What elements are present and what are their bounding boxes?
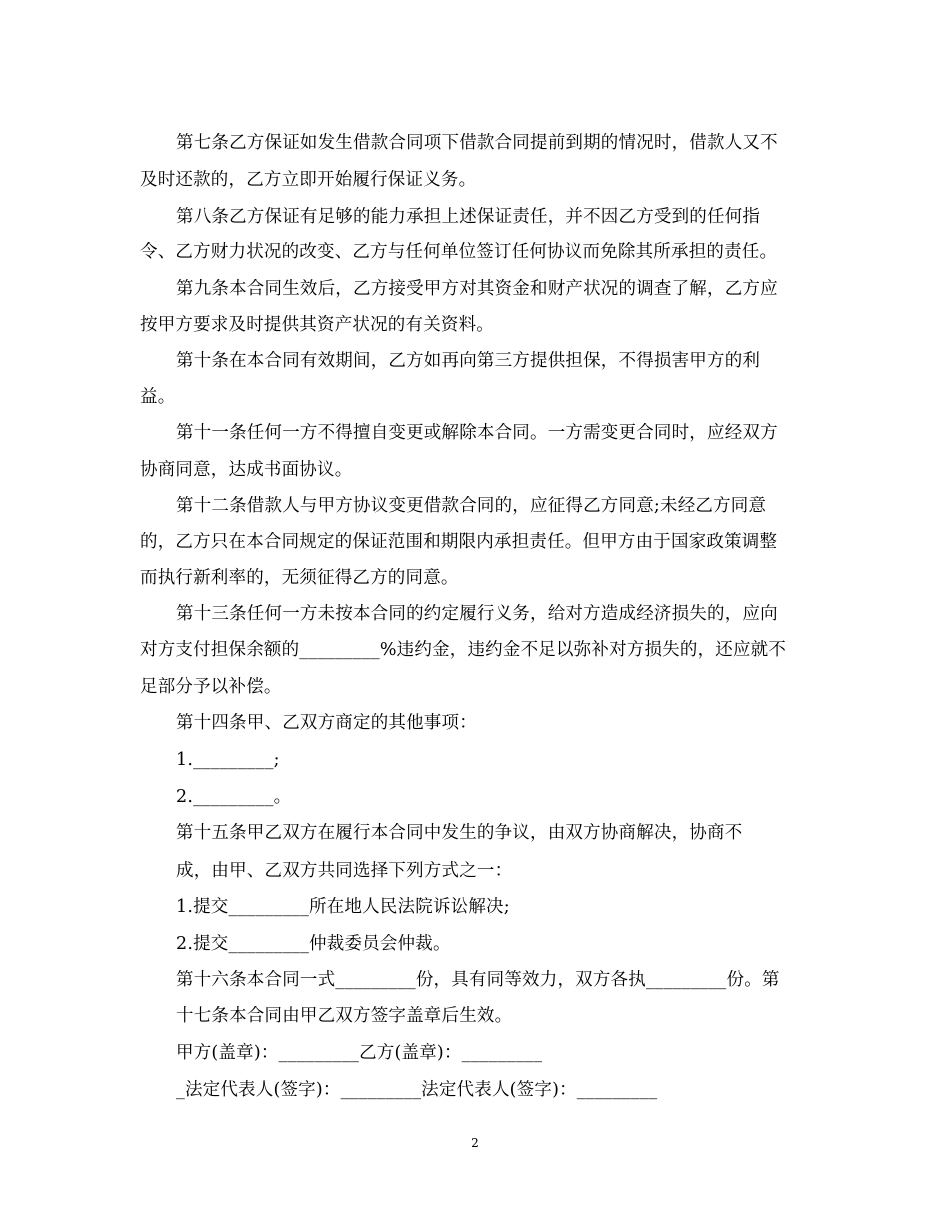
text-line: 第十条在本合同有效期间，乙方如再向第三方提供担保，不得损害甲方的利 — [176, 351, 761, 371]
text-line: 2.提交_________仲裁委员会仲裁。 — [176, 934, 451, 954]
text-line: 对方支付担保余额的_________%违约金，违约金不足以弥补对方损失的，还应就不 — [140, 640, 787, 660]
text-line: 第十五条甲乙双方在履行本合同中发生的争议，由双方协商解决，协商不 — [176, 823, 743, 843]
text-line: 及时还款的，乙方立即开始履行保证义务。 — [140, 170, 477, 190]
text-line: 第八条乙方保证有足够的能力承担上述保证责任，并不因乙方受到的任何指 — [176, 207, 761, 227]
signature-line-parties: 甲方(盖章)：_________乙方(盖章)：_________ — [176, 1043, 543, 1063]
text-line: 按甲方要求及时提供其资产状况的有关资料。 — [140, 315, 494, 335]
text-line: 令、乙方财力状况的改变、乙方与任何单位签订任何协议而免除其所承担的责任。 — [140, 242, 778, 262]
signature-line-representatives: _法定代表人(签字)：_________法定代表人(签字)：_________ — [176, 1080, 658, 1100]
text-line: 第十六条本合同一式_________份，具有同等效力，双方各执_________份。第 — [176, 970, 780, 990]
text-line: 的，乙方只在本合同规定的保证范围和期限内承担责任。但甲方由于国家政策调整 — [140, 532, 778, 552]
page-number: 2 — [471, 1136, 479, 1150]
text-line: 足部分予以补偿。 — [140, 677, 282, 697]
text-line: 第七条乙方保证如发生借款合同项下借款合同提前到期的情况时，借款人又不 — [176, 133, 778, 153]
text-line: 而执行新利率的，无须征得乙方的同意。 — [140, 568, 459, 588]
text-line: 第十二条借款人与甲方协议变更借款合同的，应征得乙方同意;未经乙方同意 — [176, 496, 767, 516]
text-line: 第九条本合同生效后，乙方接受甲方对其资金和财产状况的调查了解，乙方应 — [176, 279, 778, 299]
text-line: 协商同意，达成书面协议。 — [140, 460, 353, 480]
text-line: 第十三条任何一方未按本合同的约定履行义务，给对方造成经济损失的，应向 — [176, 604, 778, 624]
text-line: 成，由甲、乙双方共同选择下列方式之一： — [176, 861, 513, 881]
text-line: 第十一条任何一方不得擅自变更或解除本合同。一方需变更合同时，应经双方 — [176, 423, 778, 443]
text-line: 第十四条甲、乙双方商定的其他事项： — [176, 713, 477, 733]
text-line: 1.提交_________所在地人民法院诉讼解决; — [176, 897, 510, 917]
text-line: 1._________; — [176, 750, 280, 770]
text-line: 益。 — [140, 387, 176, 407]
text-line: 十七条本合同由甲乙双方签字盖章后生效。 — [176, 1006, 513, 1026]
text-line: 2._________。 — [176, 787, 292, 807]
